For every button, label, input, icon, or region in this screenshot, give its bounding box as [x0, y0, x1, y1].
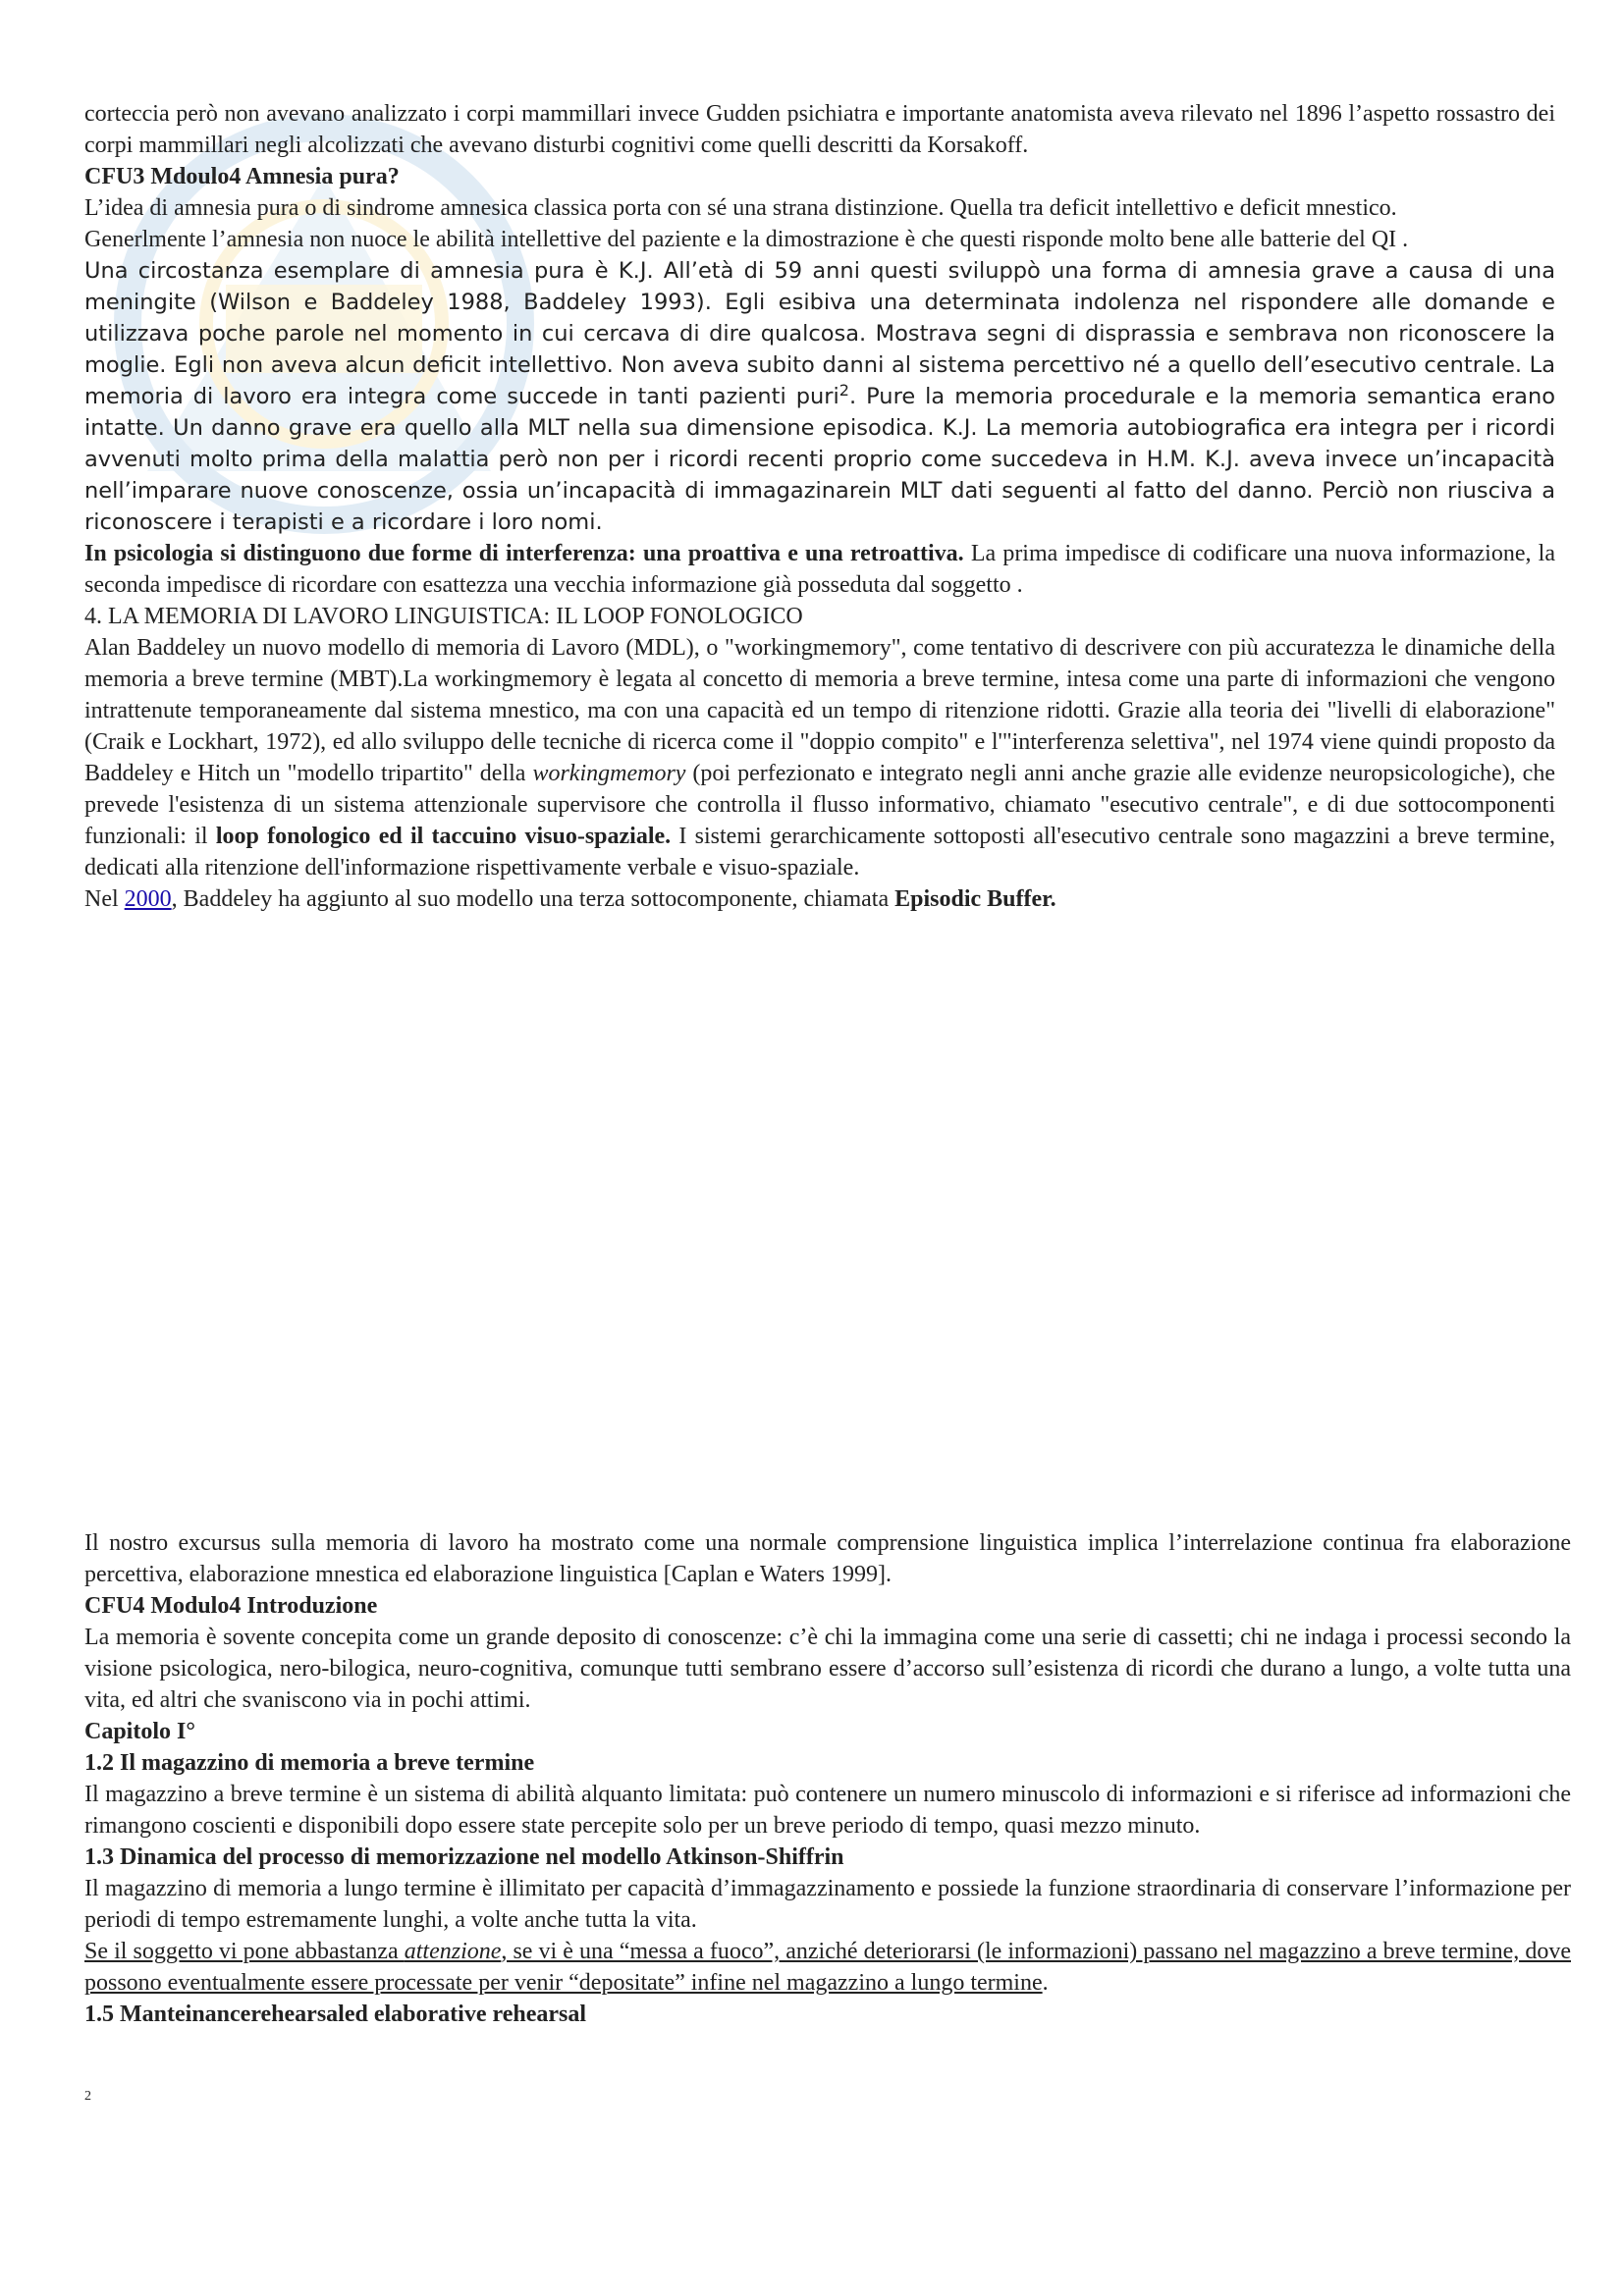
- footnote-number: 2: [84, 2089, 91, 2104]
- heading-cfu4: CFU4 Modulo4 Introduzione: [84, 1593, 378, 1619]
- paragraph-lungo-termine: Il magazzino di memoria a lungo termine è illimitato per capacità d’immagazzinamento e possiede la funzione straordinaria di conservare l’informazione per periodi di tempo estremamente lunghi, a volte anche tutta la vita.: [84, 1876, 1571, 1933]
- heading-1-2: 1.2 Il magazzino di memoria a breve termine: [84, 1750, 535, 1776]
- nel-text: Nel: [84, 886, 125, 912]
- attenzione-italic: attenzione: [404, 1939, 502, 1964]
- attenzione-part2: , se vi è una “messa a fuoco”, anziché deteriorarsi (le informazioni) passano nel magazzino a breve termine, dove possono eventualmente essere processate per venir “depositate” infine nel magazzino a lungo termine: [84, 1939, 1571, 1996]
- baddeley-part2: (poi perfezionato e integrato negli anni anche grazie alle evidenze neuropsicologiche), che prevede l'esistenza di un sistema attenzionale supervisore che controlla il flusso informativo, chiamato "esecutivo centrale", e di due sottocomponenti funzionali: il: [84, 761, 1555, 849]
- baddeley-part1: Alan Baddeley un nuovo modello di memoria di Lavoro (MDL), o "workingmemory", come tentativo di descrivere con più accuratezza le dinamiche della memoria a breve termine (MBT).La workingmemory è legata al concetto di memoria a breve termine, intesa come una parte di informazioni che vengono intrattenute temporaneamente dal sistema mnestico, ma con una capacità ed un tempo di ritenzione ridotti. Grazie alla teoria dei "livelli di elaborazione" (Craik e Lockhart, 1972), ed allo sviluppo delle tecniche di ricerca come il "doppio compito" e l'"interferenza selettiva", nel 1974 viene quindi proposto da Baddeley e Hitch un "modello tripartito" della: [84, 635, 1555, 786]
- paragraph-baddeley: [84, 632, 1555, 883]
- kj-text-part1: Una circostanza esemplare di amnesia pura è K.J. All’età di 59 anni questi sviluppò una forma di amnesia grave a causa di una meningite (Wilson e Baddeley 1988, Baddeley 1993). Egli esibiva una determinata indolenza nel rispondere alle domande e utilizzava poche parole nel momento in cui cercava di dire qualcosa. Mostrava segni di disprassia e sembrava non riconoscere la moglie. Egli non aveva alcun deficit intellettivo. Non aveva subito danni al sistema percettivo né a quello dell’esecutivo centrale. La memoria di lavoro era integra come succede in tanti pazienti puri: [84, 258, 1555, 409]
- paragraph-attenzione: [84, 1936, 1571, 1999]
- heading-1-3: 1.3 Dinamica del processo di memorizzazione nel modello Atkinson-Shiffrin: [84, 1844, 844, 1870]
- episodic-buffer-bold: Episodic Buffer.: [894, 886, 1056, 912]
- upper-text-block: [84, 98, 1555, 915]
- paragraph-corteccia: corteccia però non avevano analizzato i corpi mammillari invece Gudden psichiatra e importante anatomista aveva rilevato nel 1896 l’aspetto rossastro dei corpi mammillari negli alcolizzati che avevano disturbi cognitivi come quelli descritti da Korsakoff.: [84, 101, 1555, 158]
- year-2000-link[interactable]: 2000: [124, 886, 172, 912]
- heading-cfu3: CFU3 Mdoulo4 Amnesia pura?: [84, 164, 400, 189]
- paragraph-kj-case: [84, 255, 1555, 538]
- heading-1-5: 1.5 Manteinancerehearsaled elaborative rehearsal: [84, 2002, 587, 2027]
- interferenza-bold: In psicologia si distinguono due forme di interferenza: una proattiva e una retroattiva.: [84, 541, 964, 566]
- baddeley-part3: I sistemi gerarchicamente sottoposti all'esecutivo centrale sono magazzini a breve termine, dedicati alla ritenzione dell'informazione rispettivamente verbale e visuo-spaziale.: [84, 824, 1555, 881]
- paragraph-interferenza: [84, 538, 1555, 601]
- kj-text-part2: . Pure la memoria procedurale e la memoria semantica erano intatte. Un danno grave era quello alla MLT nella sua dimensione episodica. K.J. La memoria autobiografica era integra per i ricordi avvenuti molto prima della malattia però non per i ricordi recenti proprio come succedeva in H.M. K.J. aveva invece un’incapacità nell’imparare nuove conoscenze, ossia un’incapacità di immagazinarein MLT dati seguenti al fatto del danno. Perciò non riusciva a riconoscere i terapisti e a ricordare i loro nomi.: [84, 384, 1555, 535]
- footnote-reference[interactable]: 2: [839, 381, 849, 400]
- workingmemory-italic: workingmemory: [532, 761, 686, 786]
- loop-fonologico-bold: loop fonologico ed il taccuino visuo-spaziale.: [215, 824, 672, 849]
- attenzione-part1: Se il soggetto vi pone abbastanza: [84, 1939, 405, 1964]
- lower-text-block: [84, 1527, 1571, 2030]
- paragraph-excursus: Il nostro excursus sulla memoria di lavoro ha mostrato come una normale comprensione linguistica implica l’interrelazione continua fra elaborazione percettiva, elaborazione mnestica ed elaborazione linguistica [Caplan e Waters 1999].: [84, 1530, 1571, 1587]
- paragraph-generalmente: Generlmente l’amnesia non nuoce le abilità intellettive del paziente e la dimostrazione è che questi risponde molto bene alle batterie del QI .: [84, 227, 1409, 252]
- paragraph-memoria-deposito: La memoria è sovente concepita come un grande deposito di conoscenze: c’è chi la immagina come una serie di cassetti; chi ne indaga i processi secondo la visione psicologica, nero-bilogica, neuro-cognitiva, comunque tutti sembrano essere d’accorso sull’esistenza di ricordi che durano a lungo, a volte tutta una vita, ed altri che svaniscono via in pochi attimi.: [84, 1625, 1571, 1713]
- attenzione-period: .: [1042, 1970, 1049, 1996]
- heading-section-4: 4. LA MEMORIA DI LAVORO LINGUISTICA: IL LOOP FONOLOGICO: [84, 604, 803, 629]
- paragraph-breve-termine: Il magazzino a breve termine è un sistema di abilità alquanto limitata: può contenere un numero minuscolo di informazioni e si riferisce ad informazioni che rimangono coscienti e disponibili dopo essere state percepite solo per un breve periodo di tempo, quasi mezzo minuto.: [84, 1782, 1571, 1839]
- paragraph-amnesia-pura: L’idea di amnesia pura o di sindrome amnesica classica porta con sé una strana distinzione. Quella tra deficit intellettivo e deficit mnestico.: [84, 195, 1397, 221]
- episodic-text: , Baddeley ha aggiunto al suo modello una terza sottocomponente, chiamata: [171, 886, 895, 912]
- paragraph-episodic-buffer: [84, 883, 1555, 915]
- interferenza-rest: La prima impedisce di codificare una nuova informazione, la seconda impedisce di ricordare con esattezza una vecchia informazione già posseduta dal soggetto .: [84, 541, 1555, 598]
- heading-capitolo: Capitolo I°: [84, 1719, 195, 1744]
